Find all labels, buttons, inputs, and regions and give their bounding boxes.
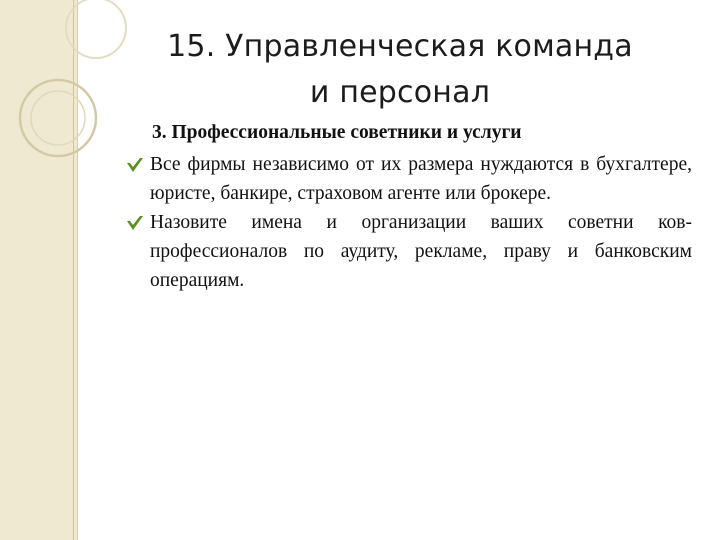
section-subtitle: 3. Профессиональные советники и услуги <box>152 122 522 143</box>
bullet-text: Назовите имена и организации ваших советни ков- профессионалов по аудиту, рекламе, праву и банковским операциям. <box>150 212 692 291</box>
decorative-circles-icon <box>0 0 130 210</box>
bullet-list <box>126 150 692 295</box>
bullet-item <box>126 150 692 208</box>
slide-title <box>120 24 680 116</box>
title-line-1: 15. Управленческая команда <box>167 29 633 64</box>
bullet-item <box>126 208 692 295</box>
checkmark-bullet-icon <box>126 156 144 174</box>
bullet-text: Все фирмы независимо от их размера нуждаются в бухгалтере, юристе, банкире, страховом агенте или брокере. <box>150 154 692 204</box>
checkmark-bullet-icon <box>126 214 144 232</box>
title-line-2: и персонал <box>309 75 491 110</box>
